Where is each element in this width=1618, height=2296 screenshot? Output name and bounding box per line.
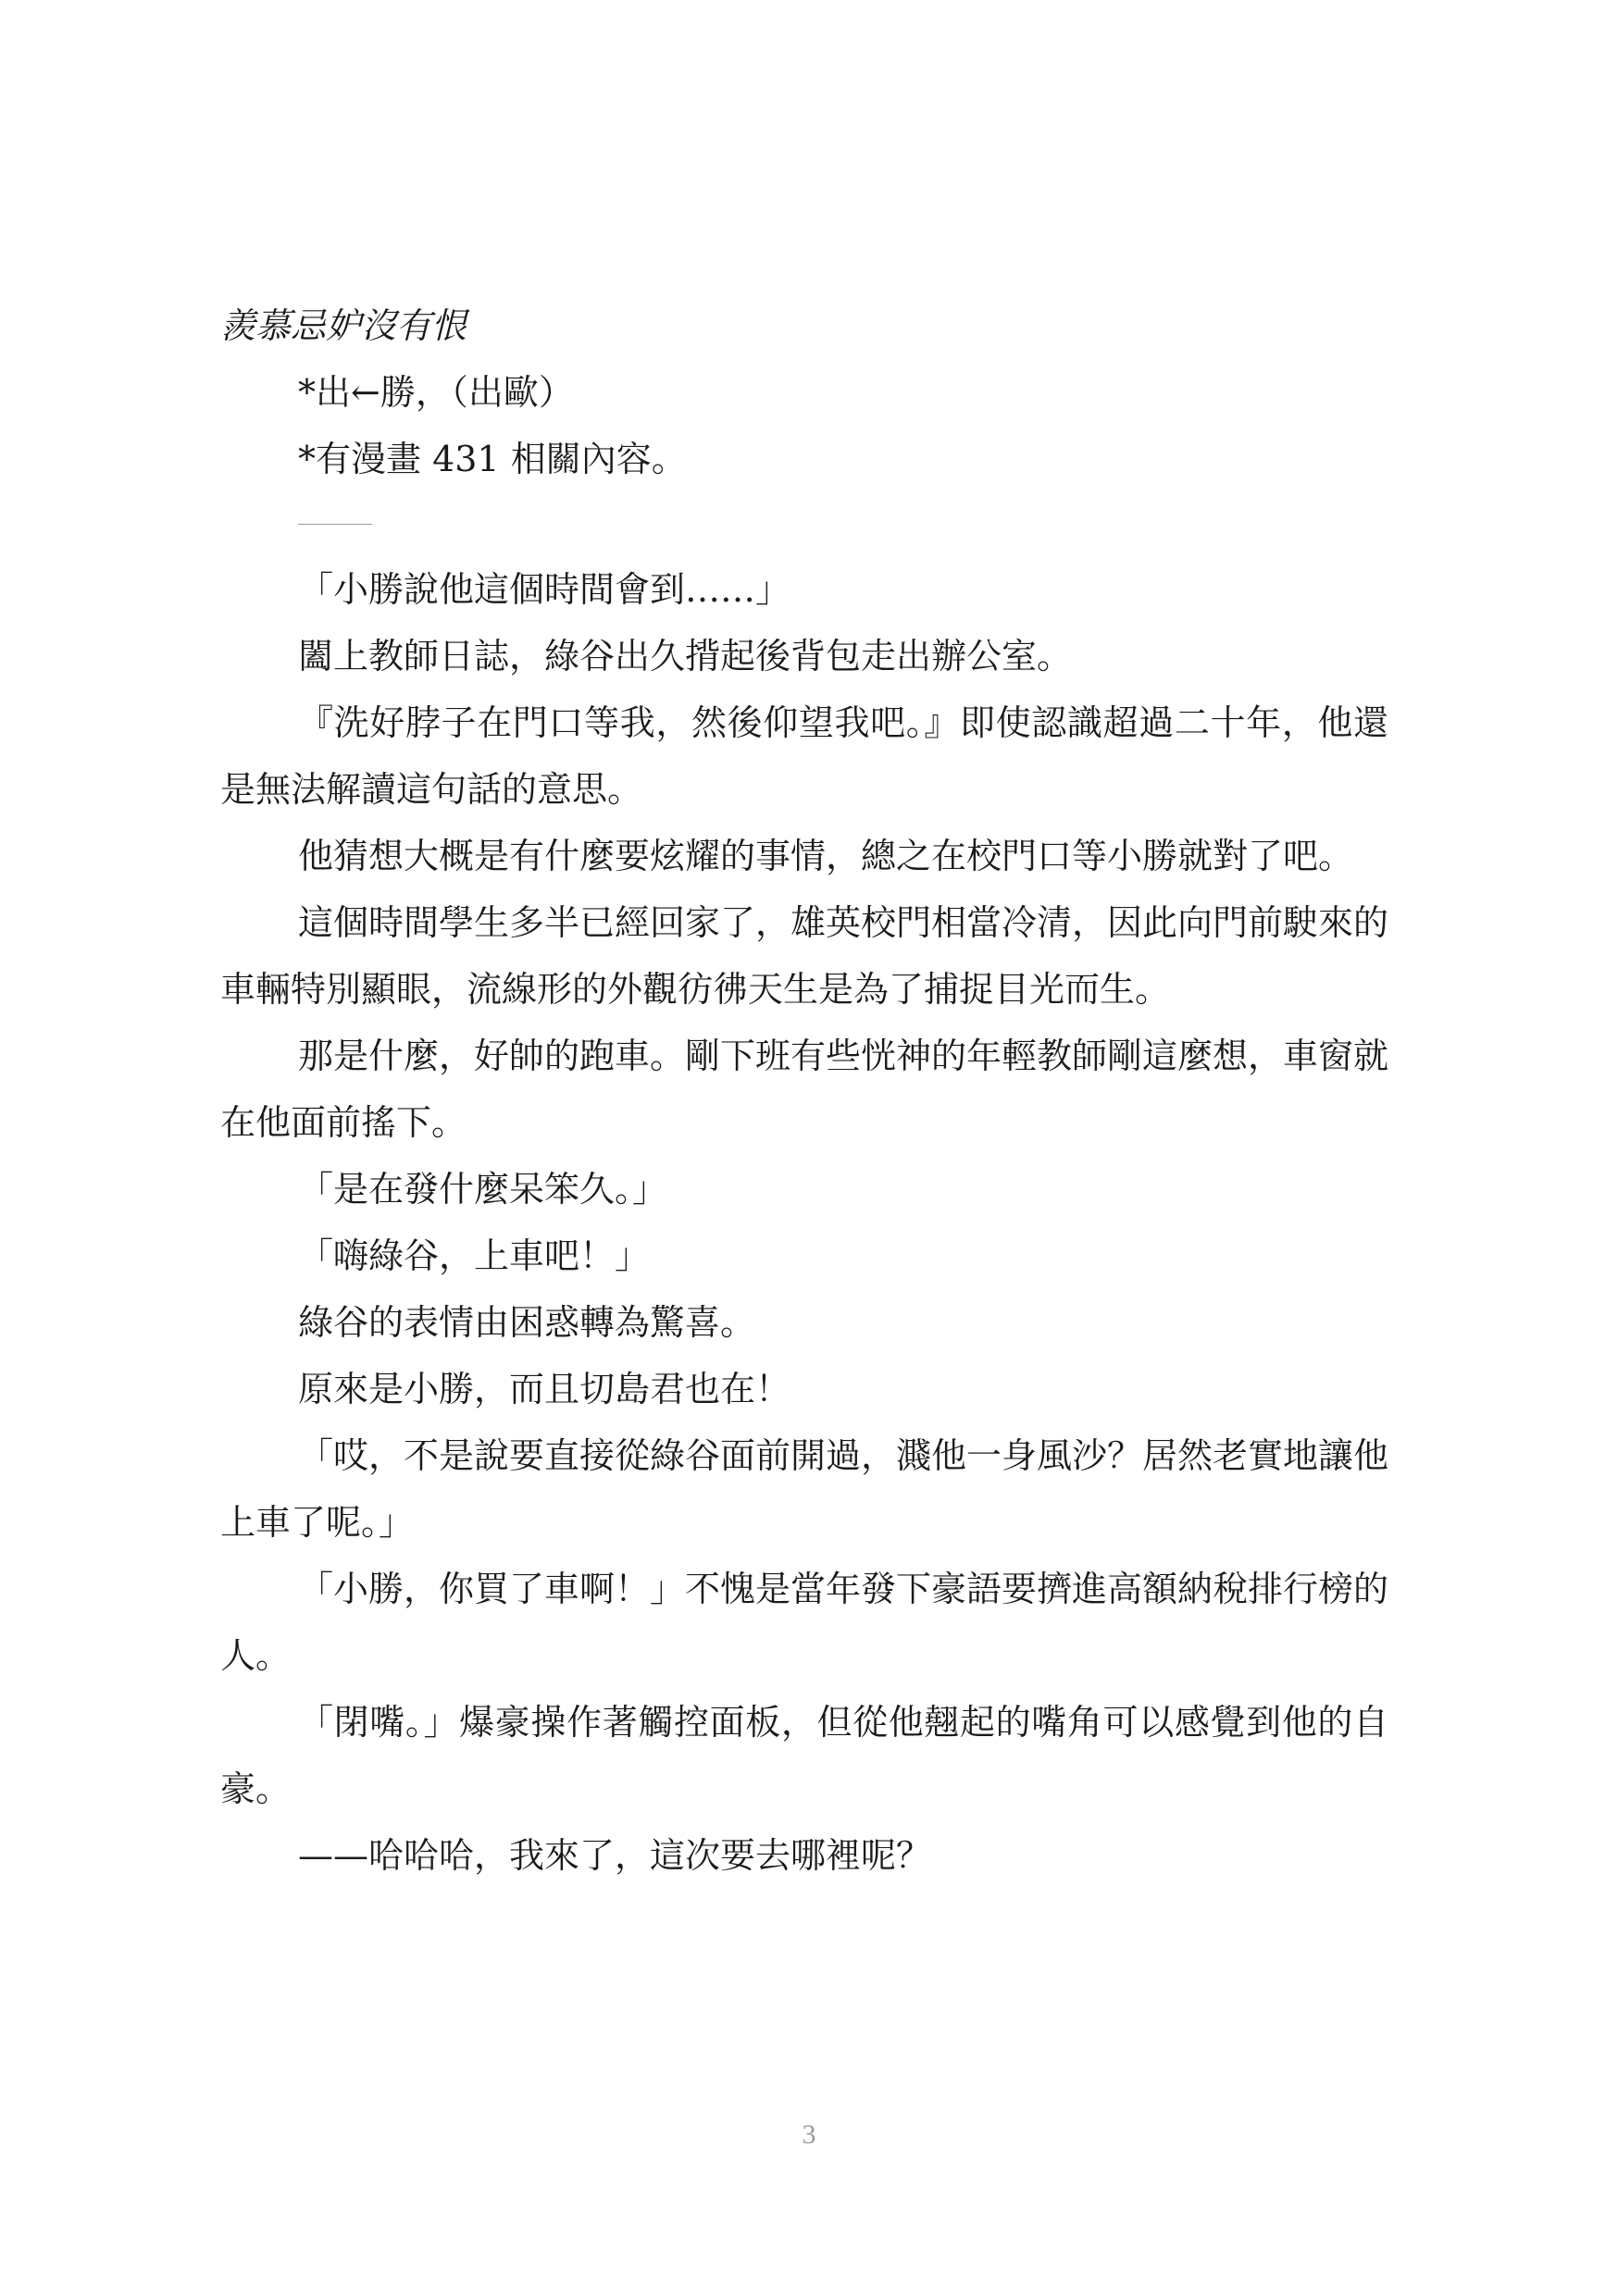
story-title: 羨慕忌妒沒有恨 — [220, 305, 467, 346]
paragraph: 闔上教師日誌，綠谷出久揹起後背包走出辦公室。 — [298, 636, 1073, 676]
paragraph: 那是什麼，好帥的跑車。剛下班有些恍神的年輕教師剛這麼想，車窗就在他面前搖下。 — [220, 1036, 1389, 1143]
paragraph: 『洗好脖子在門口等我，然後仰望我吧。』即使認識超過二十年，他還是無法解讀這句話的意思。 — [220, 702, 1388, 810]
paragraph: 「小勝，你買了車啊！」不愧是當年發下豪語要擠進高額納稅排行榜的人。 — [220, 1569, 1389, 1676]
paragraph: 這個時間學生多半已經回家了，雄英校門相當冷清，因此向門前駛來的車輛特別顯眼，流線形的外觀彷彿天生是為了捕捉目光而生。 — [220, 902, 1389, 1010]
paragraph: 「嗨綠谷，上車吧！」 — [298, 1235, 651, 1276]
paragraph: 「哎，不是說要直接從綠谷面前開過，濺他一身風沙？居然老實地讓他上車了呢。」 — [220, 1435, 1389, 1543]
paragraph: ——哈哈哈，我來了，這次要去哪裡呢？ — [298, 1835, 932, 1876]
document-body — [220, 292, 1388, 1889]
paragraph: 原來是小勝，而且切島君也在！ — [298, 1369, 791, 1409]
pairing-note: *出←勝，（出歐） — [298, 372, 574, 413]
content-note: *有漫畫 431 相關內容。 — [298, 439, 687, 479]
paragraph: 「是在發什麼呆笨久。」 — [298, 1169, 668, 1210]
section-divider — [298, 524, 372, 525]
paragraph: 他猜想大概是有什麼要炫耀的事情，總之在校門口等小勝就對了吧。 — [298, 836, 1354, 876]
paragraph: 「小勝說他這個時間會到……」 — [298, 569, 791, 610]
paragraph: 綠谷的表情由困惑轉為驚喜。 — [298, 1302, 756, 1343]
paragraph: 「閉嘴。」爆豪操作著觸控面板，但從他翹起的嘴角可以感覺到他的自豪。 — [220, 1702, 1388, 1809]
page-number: 3 — [802, 2119, 816, 2150]
